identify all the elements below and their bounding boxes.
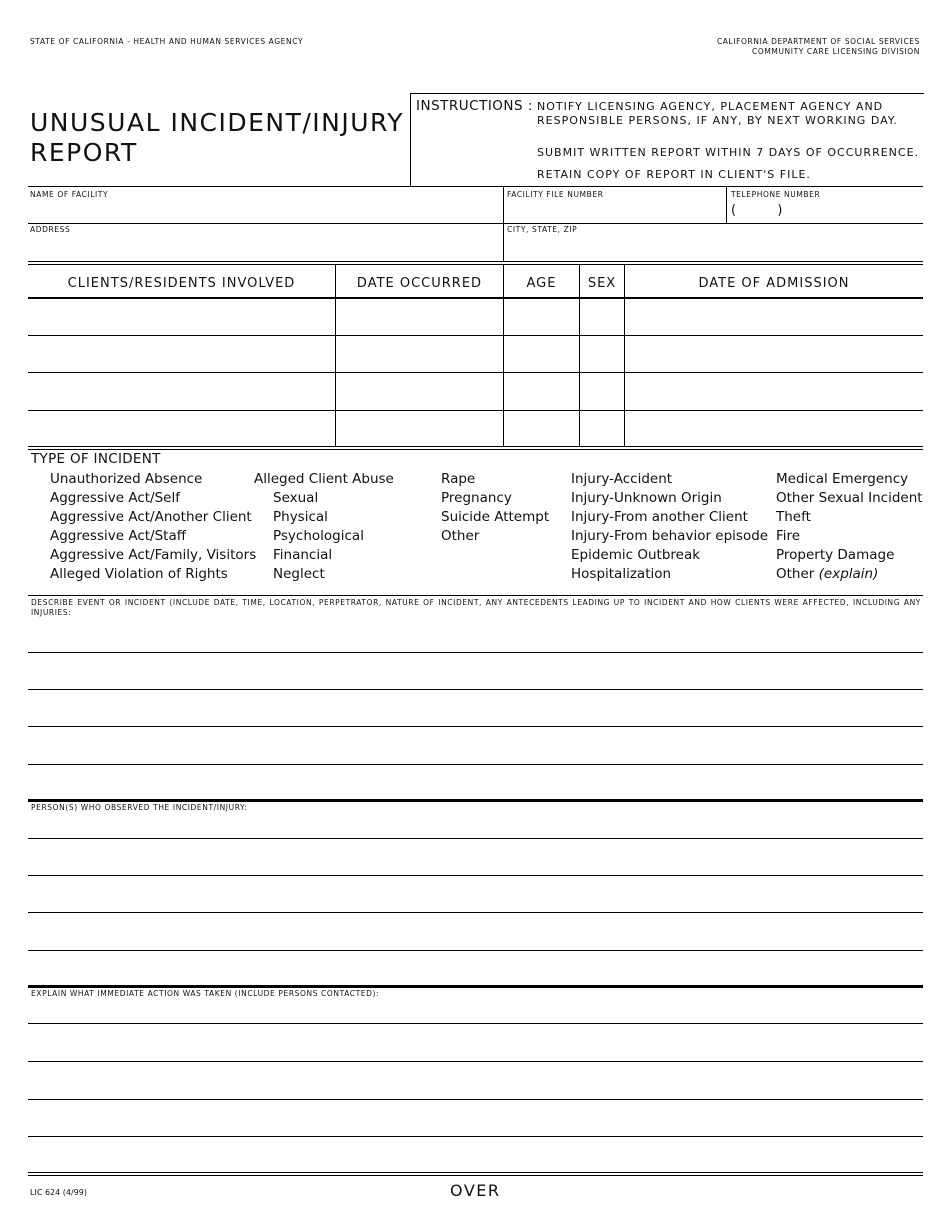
- incident-option[interactable]: Injury-From another Client: [571, 509, 748, 525]
- incident-option[interactable]: Other Sexual Incident: [776, 490, 923, 506]
- table-row[interactable]: [28, 373, 923, 410]
- table-row[interactable]: [28, 410, 923, 446]
- address-label: ADDRESS: [30, 225, 71, 234]
- col-clients: CLIENTS/RESIDENTS INVOLVED: [67, 276, 296, 291]
- telephone-field[interactable]: ( ): [731, 203, 783, 218]
- instructions-text: NOTIFY LICENSING AGENCY, PLACEMENT AGENCY AND RESPONSIBLE PERSONS, IF ANY, BY NEXT WORKING DAY. SUBMIT WRITTEN REPORT WITHIN 7 DAYS OF OCCURRENCE. RETAIN COPY OF REPORT IN CLIENT'S FILE.: [537, 100, 920, 181]
- facility-name-label: NAME OF FACILITY: [30, 190, 109, 199]
- col-date-of-admission: DATE OF ADMISSION: [698, 276, 850, 291]
- describe-label: DESCRIBE EVENT OR INCIDENT (INCLUDE DATE, TIME, LOCATION, PERPETRATOR, NATURE OF INCIDENT, ANY ANTECEDENTS LEADING UP TO INCIDENT AND HOW CLIENTS WERE AFFECTED, INCLUDING ANY INJURIES:: [31, 598, 921, 617]
- clients-table-body: [28, 298, 923, 446]
- col-date-occurred: DATE OCCURRED: [356, 276, 483, 291]
- incident-option[interactable]: Aggressive Act/Staff: [50, 528, 187, 544]
- incident-option[interactable]: Rape: [441, 471, 476, 487]
- incident-col-2: [254, 470, 394, 584]
- division-name: COMMUNITY CARE LICENSING DIVISION: [751, 47, 920, 56]
- incident-option-other-explain[interactable]: Other (explain): [776, 566, 879, 582]
- table-row[interactable]: [28, 335, 923, 372]
- telephone-label: TELEPHONE NUMBER: [731, 190, 821, 199]
- title-line-2: REPORT: [30, 138, 138, 167]
- describe-field[interactable]: [28, 620, 923, 800]
- incident-option[interactable]: Injury-Accident: [571, 471, 673, 487]
- agency-left: STATE OF CALIFORNIA - HEALTH AND HUMAN SERVICES AGENCY: [30, 37, 304, 46]
- incident-col-5: [776, 470, 923, 584]
- incident-col-4: [571, 470, 768, 584]
- incident-option[interactable]: Injury-Unknown Origin: [571, 490, 722, 506]
- agency-right: [717, 37, 920, 57]
- facility-file-number-field[interactable]: [507, 200, 725, 222]
- facility-file-number-label: FACILITY FILE NUMBER: [507, 190, 604, 199]
- incident-option[interactable]: Hospitalization: [571, 566, 672, 582]
- instructions-label: INSTRUCTIONS :: [416, 98, 533, 114]
- over-text: OVER: [450, 1181, 501, 1200]
- incident-option[interactable]: Other: [441, 528, 480, 544]
- incident-option[interactable]: Physical: [273, 509, 328, 525]
- incident-option[interactable]: Injury-From behavior episode: [571, 528, 769, 544]
- page-title: [30, 108, 404, 168]
- table-row[interactable]: [28, 298, 923, 335]
- observed-label: PERSON(S) WHO OBSERVED THE INCIDENT/INJURY:: [31, 803, 248, 812]
- incident-col-3: [441, 470, 549, 546]
- col-sex: SEX: [587, 276, 617, 291]
- incident-option[interactable]: Psychological: [273, 528, 364, 544]
- incident-option[interactable]: Aggressive Act/Family, Visitors: [50, 547, 257, 563]
- incident-option[interactable]: Alleged Violation of Rights: [50, 566, 228, 582]
- incident-option[interactable]: Pregnancy: [441, 490, 512, 506]
- facility-name-field[interactable]: [30, 200, 500, 222]
- incident-option[interactable]: Suicide Attempt: [441, 509, 550, 525]
- department-name: CALIFORNIA DEPARTMENT OF SOCIAL SERVICES: [716, 37, 920, 46]
- incident-option[interactable]: Aggressive Act/Another Client: [50, 509, 252, 525]
- form-number: LIC 624 (4/99): [30, 1188, 87, 1197]
- city-state-zip-field[interactable]: [507, 236, 919, 258]
- incident-group-label: Alleged Client Abuse: [254, 471, 394, 487]
- incident-option[interactable]: Epidemic Outbreak: [571, 547, 701, 563]
- action-field[interactable]: [28, 1000, 923, 1170]
- incident-col-1: [50, 470, 256, 584]
- incident-option[interactable]: Property Damage: [776, 547, 895, 563]
- incident-option[interactable]: Theft: [776, 509, 811, 525]
- observed-field[interactable]: [28, 815, 923, 985]
- incident-option[interactable]: Medical Emergency: [776, 471, 909, 487]
- incident-option[interactable]: Sexual: [273, 490, 319, 506]
- action-label: EXPLAIN WHAT IMMEDIATE ACTION WAS TAKEN (INCLUDE PERSONS CONTACTED):: [31, 989, 380, 998]
- city-state-zip-label: CITY, STATE, ZIP: [507, 225, 578, 234]
- incident-option[interactable]: Neglect: [273, 566, 325, 582]
- address-field[interactable]: [30, 236, 500, 258]
- incident-option[interactable]: Aggressive Act/Self: [50, 490, 180, 506]
- incident-option[interactable]: Financial: [273, 547, 333, 563]
- incident-type-heading: TYPE OF INCIDENT: [31, 451, 161, 467]
- col-age: AGE: [526, 276, 557, 291]
- incident-option[interactable]: Fire: [776, 528, 801, 544]
- title-line-1: UNUSUAL INCIDENT/INJURY: [30, 108, 405, 137]
- incident-option[interactable]: Unauthorized Absence: [50, 471, 203, 487]
